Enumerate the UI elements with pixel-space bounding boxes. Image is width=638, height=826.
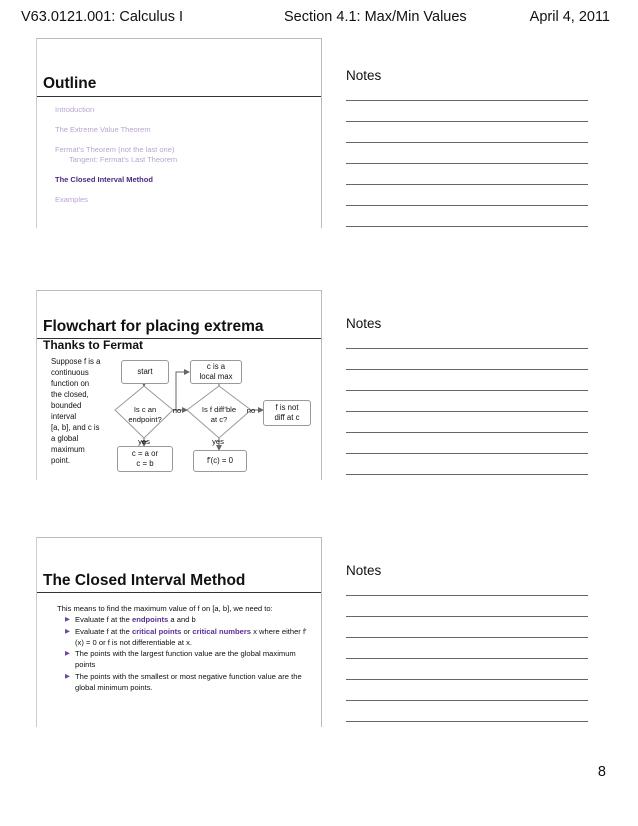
description-line: maximum: [51, 445, 85, 454]
description-line: interval: [51, 412, 77, 421]
note-line: [346, 226, 588, 227]
outline-item: Fermat’s Theorem (not the last one): [55, 145, 175, 154]
note-line: [346, 142, 588, 143]
description-line: point.: [51, 456, 71, 465]
note-line: [346, 679, 588, 680]
bullet-triangle-icon: ▶: [65, 650, 70, 658]
page-number: 8: [597, 764, 606, 780]
keyword: endpoints: [132, 615, 169, 624]
endpoint-result-node: c = a or c = b: [117, 446, 173, 472]
note-line: [346, 474, 588, 475]
bullet-triangle-icon: ▶: [65, 627, 70, 635]
bullet-triangle-icon: ▶: [65, 616, 70, 623]
note-line: [346, 700, 588, 701]
header-date: April 4, 2011: [529, 9, 610, 25]
endpoint-question: Is c an endpoint?: [128, 405, 162, 424]
notes-label: Notes: [346, 563, 382, 578]
note-line: [346, 163, 588, 164]
description-line: the closed,: [51, 390, 89, 399]
note-line: [346, 721, 588, 722]
outline-item: Examples: [55, 195, 88, 204]
description-line: a global: [51, 434, 79, 443]
note-line: [346, 432, 588, 433]
fprime-zero-node: f′(c) = 0: [193, 450, 247, 472]
outline-item: Introduction: [55, 105, 95, 114]
section-title: Section 4.1: Max/Min Values: [284, 9, 467, 25]
slide-title: Flowchart for placing extrema: [43, 318, 264, 335]
bullet-triangle-icon: ▶: [65, 672, 70, 680]
bullet-item: [63, 615, 309, 626]
description-line: Suppose f is a: [51, 357, 101, 366]
note-line: [346, 369, 588, 370]
bullet-text: Evaluate f at the: [75, 615, 132, 624]
slide-title: Outline: [43, 75, 97, 92]
diff-question: Is f diff’ble at c?: [201, 405, 237, 424]
note-line: [346, 184, 588, 185]
edge-label-yes: yes: [138, 437, 150, 446]
not-diff-node: f is not diff at c: [263, 400, 311, 426]
local-max-node: c is a local max: [190, 360, 242, 384]
flowchart-arrows: [37, 290, 321, 480]
note-line: [346, 658, 588, 659]
note-line: [346, 595, 588, 596]
edge-label-no: no: [172, 406, 182, 415]
note-line: [346, 100, 588, 101]
note-line: [346, 348, 588, 349]
bullet-text: or: [181, 626, 193, 636]
bullet-text: x where either f′(x) = 0 or f is not differentiable at x.: [75, 626, 307, 647]
description-line: function on: [51, 379, 90, 388]
edge-label-no: no: [246, 406, 256, 415]
outline-item: The Closed Interval Method: [55, 175, 153, 184]
notes-label: Notes: [346, 68, 382, 83]
bullet-text: The points with the largest function value are the global maximum points: [75, 649, 296, 670]
description-line: continuous: [51, 368, 89, 377]
note-line: [346, 411, 588, 412]
start-node: start: [121, 360, 169, 384]
outline-item: The Extreme Value Theorem: [55, 125, 151, 134]
bullet-item: [63, 627, 309, 649]
note-line: [346, 616, 588, 617]
slide-flowchart: [36, 290, 322, 480]
method-bullets: [63, 615, 309, 694]
outline-item: Tangent: Fermat’s Last Theorem: [69, 155, 178, 164]
description-line: [a, b], and c is: [51, 423, 100, 432]
description-line: bounded: [51, 401, 82, 410]
note-line: [346, 390, 588, 391]
bullet-text: The points with the smallest or most negative function value are the global minimum points.: [75, 671, 302, 692]
method-intro: This means to find the maximum value of f on [a, b], we need to:: [57, 604, 273, 613]
note-line: [346, 205, 588, 206]
edge-label-yes: yes: [212, 437, 224, 446]
keyword: critical points: [132, 626, 182, 636]
bullet-text: a and b: [168, 615, 196, 624]
course-title: V63.0121.001: Calculus I: [21, 9, 184, 25]
slide-closed-interval: [36, 537, 322, 727]
slide-title: The Closed Interval Method: [43, 572, 246, 589]
note-line: [346, 453, 588, 454]
note-line: [346, 121, 588, 122]
slide-outline: [36, 38, 322, 228]
bullet-item: [63, 649, 309, 671]
note-line: [346, 637, 588, 638]
keyword: critical numbers: [192, 626, 252, 636]
notes-label: Notes: [346, 316, 382, 331]
slide-subtitle: Thanks to Fermat: [43, 338, 144, 352]
bullet-item: [63, 672, 309, 694]
bullet-text: Evaluate f at the: [75, 626, 132, 636]
